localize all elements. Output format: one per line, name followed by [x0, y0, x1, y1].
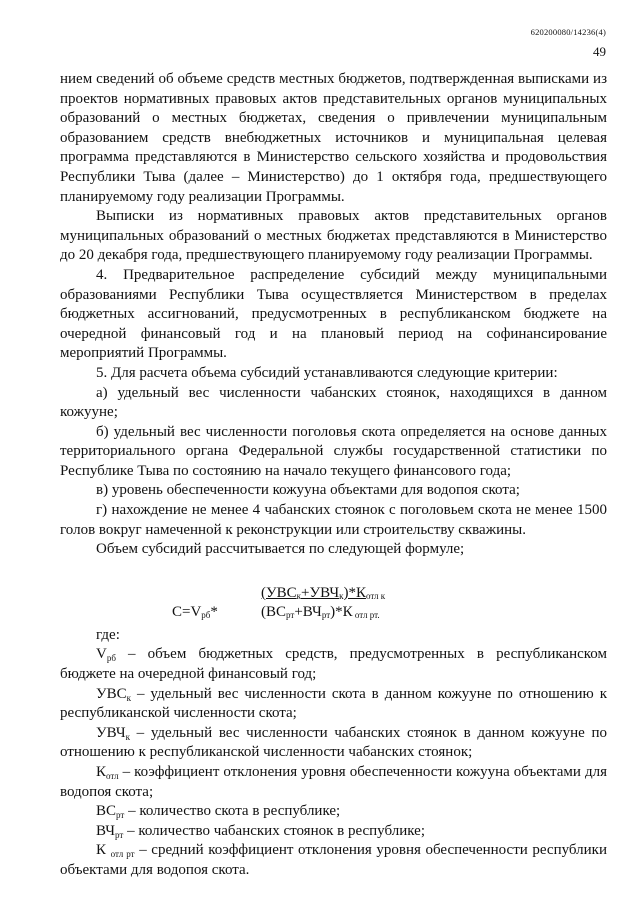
formula-denominator: $(ВС_{рт}+ВЧ_{рт})*К$ $_{отл рт.}$ — [261, 603, 380, 620]
criterion-b: б) удельный вес численности поголовья скота определяется на основе данных территориального органа Федеральной службы государственной статистики по Республике Тыва по состоянию на начало текущего финансового года; — [60, 423, 607, 479]
definition-kotl: $К_{отл}$ – коэффициент отклонения уровня обеспеченности кожууна объектами для водопоя скота; — [60, 764, 607, 800]
document-body — [60, 70, 607, 881]
criterion-a: а) удельный вес численности чабанских стоянок, находящихся в данном кожууне; — [60, 384, 607, 421]
definition-vs: $ВС_{рт}$ – количество скота в республике; — [96, 803, 341, 821]
document-code: 620200080/14236(4) — [530, 27, 606, 37]
criterion-d: г) нахождение не менее 4 чабанских стоянок с поголовьем скота не менее 1500 голов вокруг намеченной к реконструкции или строительству скважины. — [60, 502, 607, 538]
definition-uvch: $УВЧ_к$ – удельный вес численности чабанских стоянок в данном кожууне по отношению к республиканской численности чабанских стоянок; — [60, 724, 607, 761]
formula-numerator: $(УВС_к+УВЧ_к)*К_{отл к}$ — [261, 584, 386, 601]
where-label: где: — [96, 626, 120, 643]
formula-intro: Объем субсидий рассчитывается по следующей формуле; — [96, 541, 465, 558]
formula-lhs: $С=V_{рб}*$ — [172, 603, 218, 620]
page-number: 49 — [593, 44, 606, 59]
definition-vch: $ВЧ_{рт}$ – количество чабанских стоянок в республике; — [96, 822, 425, 840]
paragraph-extracts: Выписки из нормативных правовых актов представительных органов муниципальных образований о местных бюджетах представляются в Министерство до 20 декабря года, предшествующего планируемому году реализации Программы. — [60, 208, 607, 264]
paragraph-item-4: 4. Предварительное распределение субсидий между муниципальными образованиями Республики Тыва осуществляется Министерством в пределах бюджетных ассигнований, предусмотренных в республиканском бюджете на очередной финансовый год и на плановый период на софинансирование мероприятий Программы. — [60, 266, 607, 362]
subsidy-formula — [60, 582, 607, 626]
definition-uvs: $УВС_к$ – удельный вес численности скота в данном кожууне по отношению к республиканской численности скота; — [60, 685, 607, 722]
definition-vrb: $V_{рб}$ – объем бюджетных средств, предусмотренных в республиканском бюджете на очередной финансовый год; — [60, 646, 607, 683]
paragraph-item-5: 5. Для расчета объема субсидий устанавливаются следующие критерии: — [96, 364, 558, 381]
paragraph-continuation: нием сведений об объеме средств местных бюджетов, подтвержденная выписками из проектов нормативных правовых актов представительных органов муниципальных образований о местных бюджетах, сведения о привлечении муниципальным образованием средств внебюджетных источников и муниципальная целевая программа представляются в Министерство сельского хозяйства и продовольствия Республики Тыва (далее – Министерство) до 1 октября года, предшествующего планируемому году реализации Программы. — [60, 71, 607, 205]
criterion-c: в) уровень обеспеченности кожууна объектами для водопоя скота; — [96, 482, 520, 499]
definition-kotl-rt: К $_{отл рт}$ – средний коэффициент отклонения уровня обеспеченности республики объектами для водопоя скота. — [60, 842, 607, 878]
